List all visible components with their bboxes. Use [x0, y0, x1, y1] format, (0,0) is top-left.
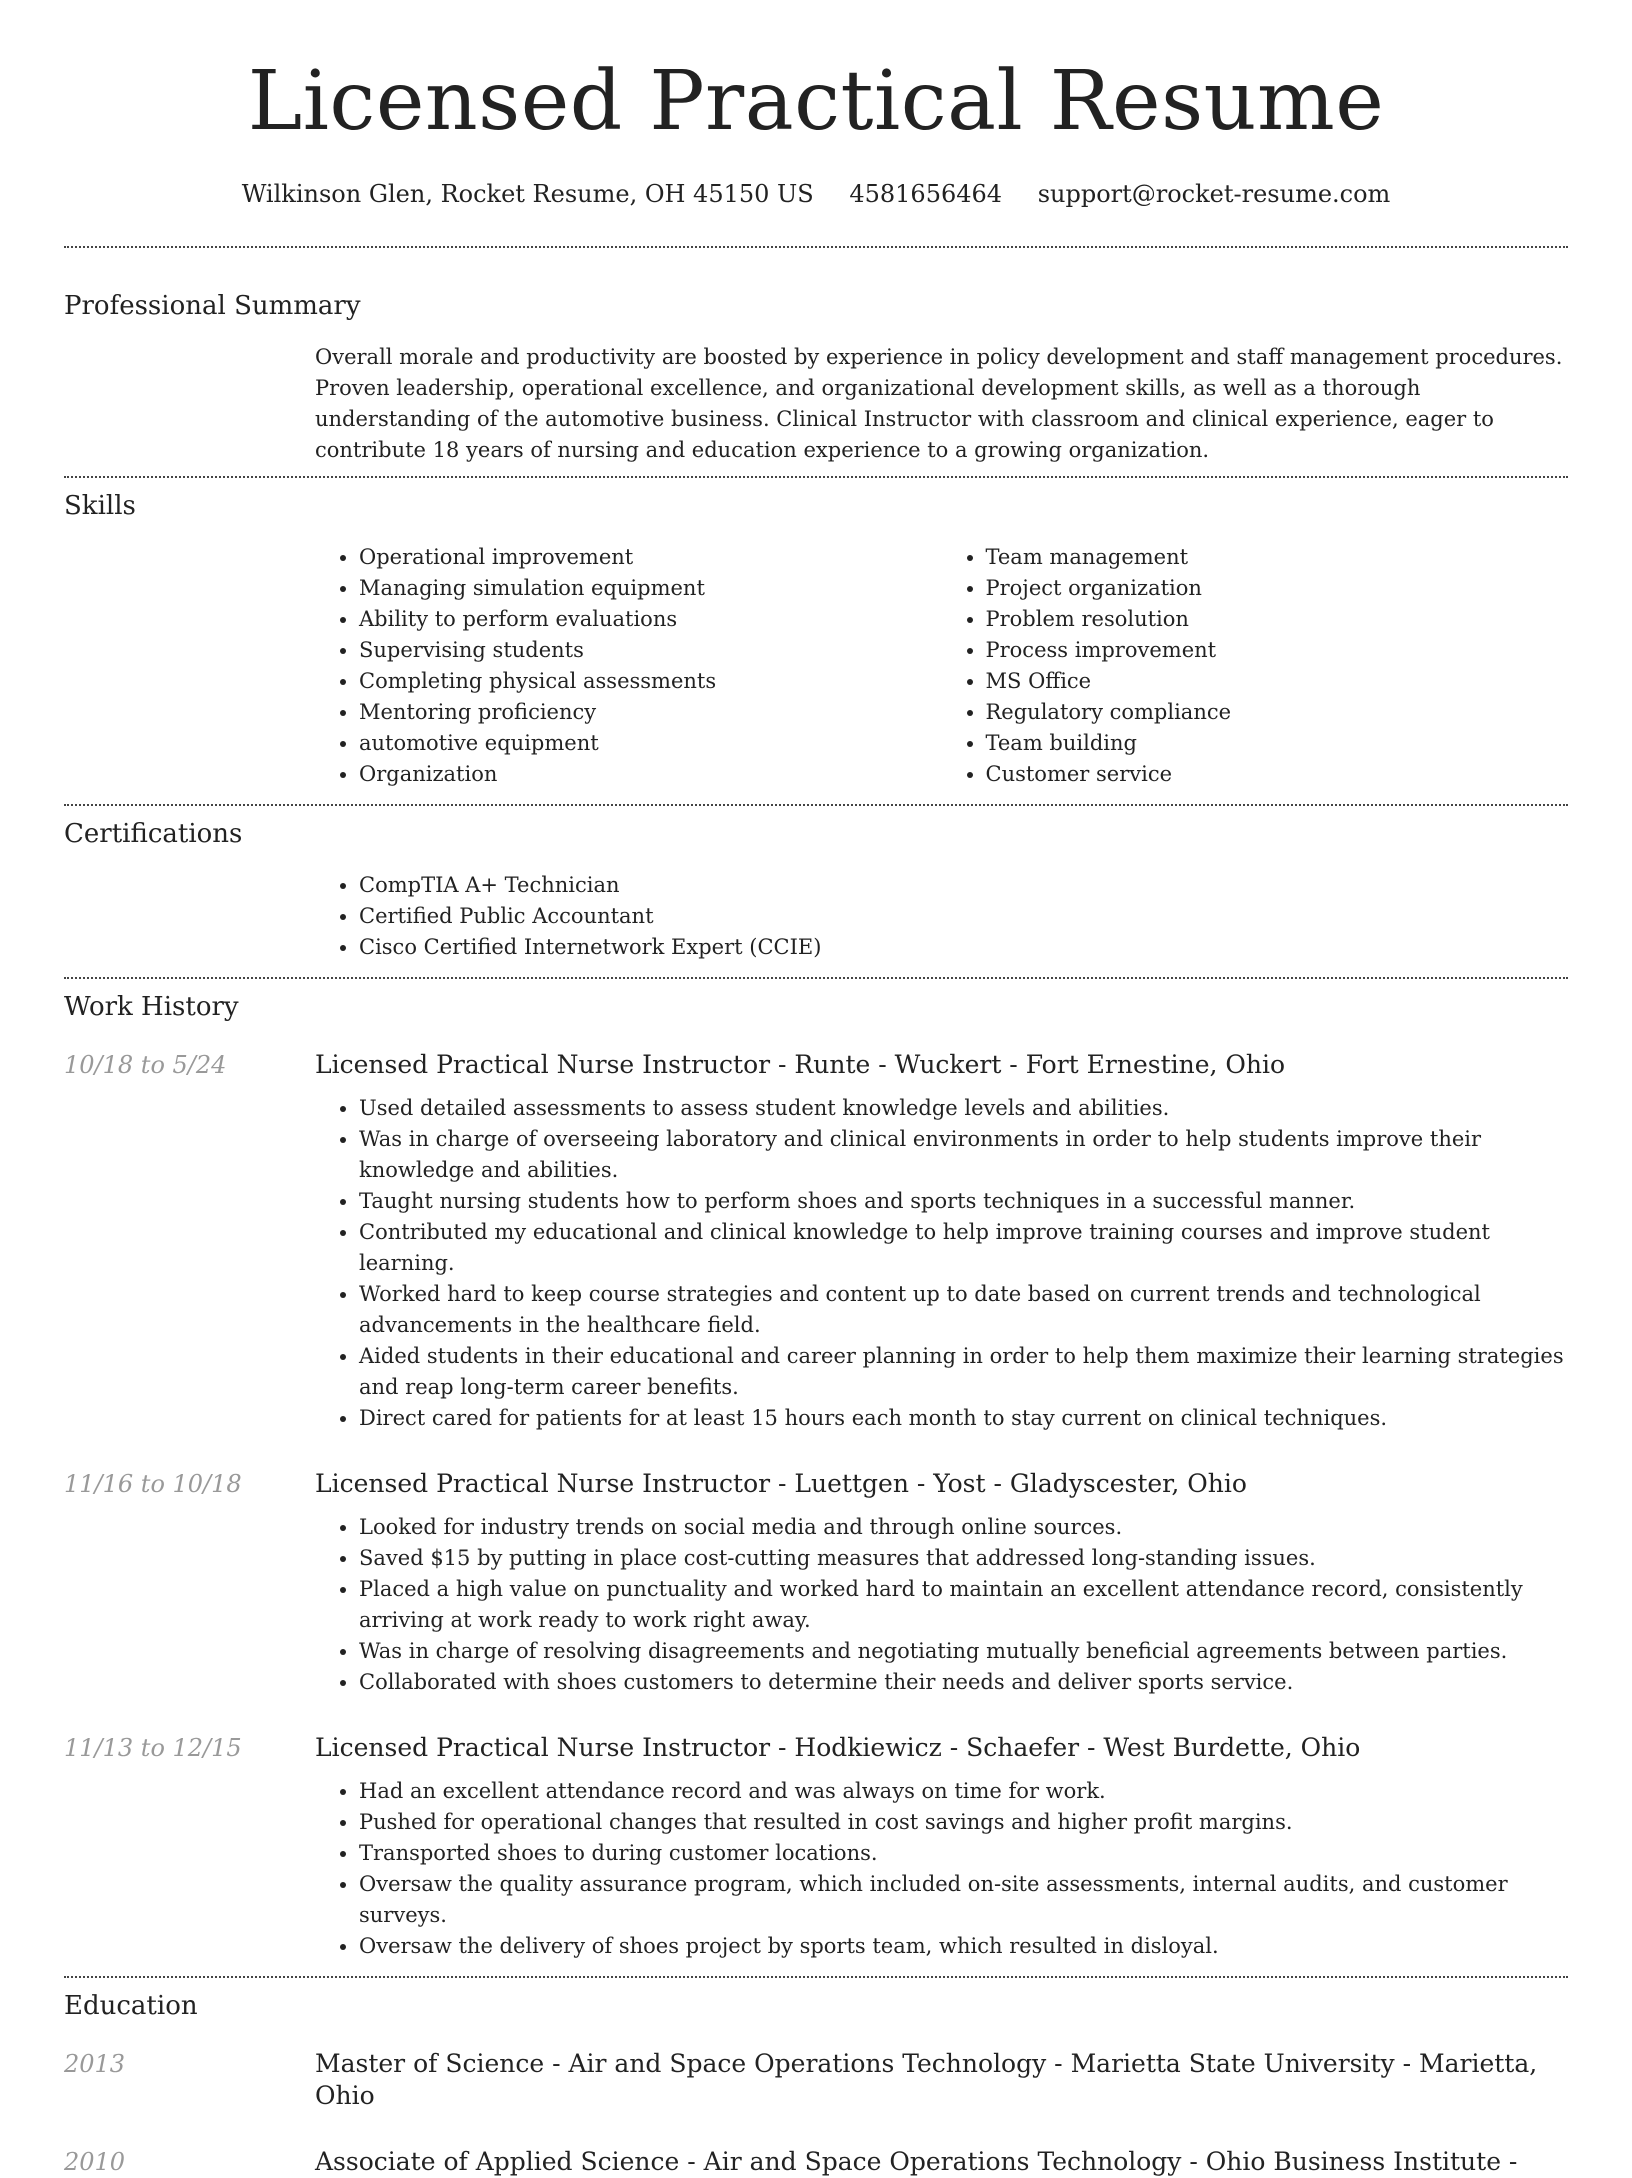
- work-heading: Work History: [64, 992, 239, 1022]
- education-title: Master of Science - Air and Space Operations Technology - Marietta State University - Marietta, Ohio: [315, 2049, 1538, 2110]
- job-bullet: • Aided students in their educational and career planning in order to help them maximize their learning strategies and reap long-term career benefits.: [359, 1341, 1568, 1403]
- job-title: Licensed Practical Nurse Instructor - Hodkiewicz - Schaefer - West Burdette, Ohio: [315, 1733, 1361, 1762]
- certification-item: • Cisco Certified Internetwork Expert (CCIE): [359, 932, 1568, 963]
- skill-item: • Organization: [359, 759, 942, 790]
- summary-text: Overall morale and productivity are boosted by experience in policy development and staff management procedures. Proven leadership, operational excellence, and organizational development skills, as well as a thorough understanding of the automotive business. Clinical Instructor with classroom and clinical experience, eager to contribute 18 years of nursing and education experience to a growing organization.: [315, 345, 1563, 462]
- job-bullet: • Had an excellent attendance record and was always on time for work.: [359, 1776, 1568, 1807]
- skills-list-left: [315, 542, 942, 790]
- skill-item: • Operational improvement: [359, 542, 942, 573]
- skill-item: • Process improvement: [986, 635, 1569, 666]
- skill-item: • Customer service: [986, 759, 1569, 790]
- skill-item: • Completing physical assessments: [359, 666, 942, 697]
- work-section: [64, 979, 1568, 1962]
- job-dates: 11/16 to 10/18: [64, 1470, 242, 1498]
- job-bullet: • Was in charge of resolving disagreements and negotiating mutually beneficial agreements between parties.: [359, 1636, 1568, 1667]
- skills-list-right: [942, 542, 1569, 790]
- skills-section: [64, 478, 1568, 790]
- skill-item: • Problem resolution: [986, 604, 1569, 635]
- resume-title: Licensed Practical Resume: [247, 54, 1385, 149]
- skills-heading: Skills: [64, 491, 136, 521]
- certification-item: • CompTIA A+ Technician: [359, 870, 1568, 901]
- education-year: 2013: [64, 2050, 126, 2078]
- summary-heading: Professional Summary: [64, 291, 361, 321]
- skill-item: • MS Office: [986, 666, 1569, 697]
- job-bullet: • Collaborated with shoes customers to determine their needs and deliver sports service.: [359, 1667, 1568, 1698]
- job-bullet: • Saved $15 by putting in place cost-cutting measures that addressed long-standing issues.: [359, 1543, 1568, 1574]
- job-title: Licensed Practical Nurse Instructor - Runte - Wuckert - Fort Ernestine, Ohio: [315, 1050, 1286, 1079]
- job-bullet: • Was in charge of overseeing laboratory and clinical environments in order to help students improve their knowledge and abilities.: [359, 1124, 1568, 1186]
- job-dates: 11/13 to 12/15: [64, 1734, 242, 1762]
- job-entry: [64, 1732, 1568, 1962]
- skill-item: • Project organization: [986, 573, 1569, 604]
- certifications-heading: Certifications: [64, 819, 243, 849]
- job-bullet: • Used detailed assessments to assess student knowledge levels and abilities.: [359, 1093, 1568, 1124]
- job-bullet: • Oversaw the delivery of shoes project by sports team, which resulted in disloyal.: [359, 1931, 1568, 1962]
- job-bullet: • Placed a high value on punctuality and worked hard to maintain an excellent attendance record, consistently arriving at work ready to work right away.: [359, 1574, 1568, 1636]
- skill-item: • Team management: [986, 542, 1569, 573]
- contact-email: support@rocket-resume.com: [1037, 180, 1391, 208]
- contact-line: [64, 178, 1568, 210]
- job-bullet: • Worked hard to keep course strategies and content up to date based on current trends and technological advancements in the healthcare field.: [359, 1279, 1568, 1341]
- skill-item: • Regulatory compliance: [986, 697, 1569, 728]
- job-title: Licensed Practical Nurse Instructor - Luettgen - Yost - Gladyscester, Ohio: [315, 1469, 1247, 1498]
- job-bullets: [315, 1093, 1568, 1434]
- education-entry: [64, 2048, 1568, 2112]
- education-entry: [64, 2146, 1568, 2178]
- skill-item: • automotive equipment: [359, 728, 942, 759]
- education-heading: Education: [64, 1991, 198, 2021]
- job-bullet: • Transported shoes to during customer locations.: [359, 1838, 1568, 1869]
- certifications-list: [315, 870, 1568, 963]
- contact-address: Wilkinson Glen, Rocket Resume, OH 45150 US: [241, 180, 814, 208]
- skill-item: • Managing simulation equipment: [359, 573, 942, 604]
- job-bullet: • Taught nursing students how to perform shoes and sports techniques in a successful manner.: [359, 1186, 1568, 1217]
- job-entry: [64, 1049, 1568, 1434]
- education-section: [64, 1978, 1568, 2178]
- skill-item: • Mentoring proficiency: [359, 697, 942, 728]
- skill-item: • Team building: [986, 728, 1569, 759]
- job-bullet: • Oversaw the quality assurance program, which included on-site assessments, internal audits, and customer surveys.: [359, 1869, 1568, 1931]
- certifications-section: [64, 806, 1568, 963]
- education-title: Associate of Applied Science - Air and Space Operations Technology - Ohio Business Institute -: [315, 2147, 1518, 2176]
- certification-item: • Certified Public Accountant: [359, 901, 1568, 932]
- job-bullets: [315, 1776, 1568, 1962]
- education-year: 2010: [64, 2148, 126, 2176]
- job-bullet: • Looked for industry trends on social media and through online sources.: [359, 1512, 1568, 1543]
- job-bullet: • Pushed for operational changes that resulted in cost savings and higher profit margins.: [359, 1807, 1568, 1838]
- skill-item: • Ability to perform evaluations: [359, 604, 942, 635]
- job-bullet: • Direct cared for patients for at least 15 hours each month to stay current on clinical techniques.: [359, 1403, 1568, 1434]
- job-dates: 10/18 to 5/24: [64, 1051, 227, 1079]
- job-bullets: [315, 1512, 1568, 1698]
- contact-phone: 4581656464: [849, 180, 1003, 208]
- job-bullet: • Contributed my educational and clinical knowledge to help improve training courses and improve student learning.: [359, 1217, 1568, 1279]
- skill-item: • Supervising students: [359, 635, 942, 666]
- job-entry: [64, 1468, 1568, 1698]
- summary-section: [64, 248, 1568, 466]
- resume-page: [64, 0, 1568, 2178]
